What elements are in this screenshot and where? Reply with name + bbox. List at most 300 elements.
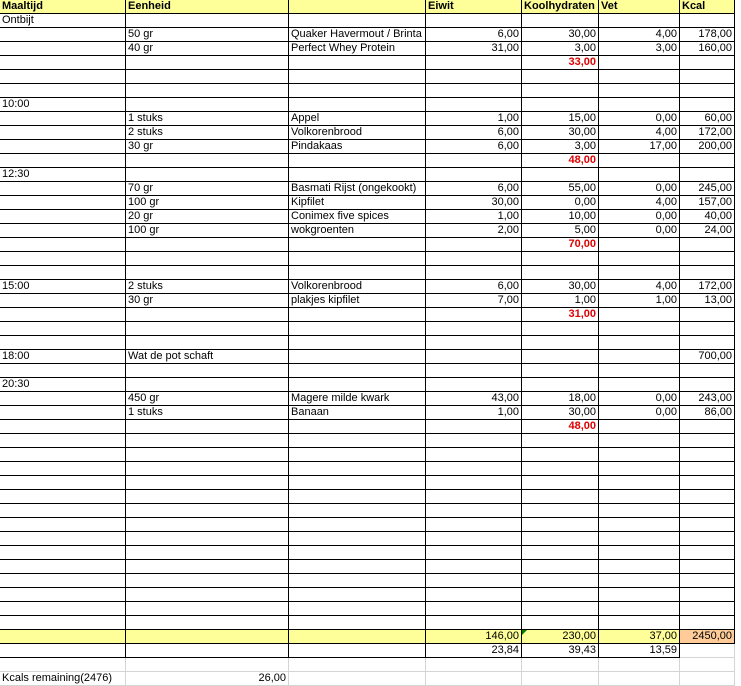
cell-koolhydraten[interactable]: 33,00 [522, 56, 599, 70]
cell-eenheid[interactable]: 100 gr [126, 196, 289, 210]
cell-maaltijd[interactable] [0, 574, 126, 588]
percent-koolhydraten[interactable]: 39,43 [522, 644, 599, 658]
cell-kcal[interactable] [680, 448, 735, 462]
cell-koolhydraten[interactable] [522, 616, 599, 630]
cell-maaltijd[interactable] [0, 602, 126, 616]
cell-kcal[interactable] [680, 56, 735, 70]
cell-eiwit[interactable] [426, 14, 522, 28]
cell-vet[interactable] [599, 546, 680, 560]
cell-product[interactable] [289, 14, 426, 28]
cell-eenheid[interactable] [126, 448, 289, 462]
cell-vet[interactable]: 4,00 [599, 126, 680, 140]
cell-eenheid[interactable]: 2 stuks [126, 280, 289, 294]
cell-koolhydraten[interactable] [522, 350, 599, 364]
cell-product[interactable]: Conimex five spices [289, 210, 426, 224]
cell-product[interactable]: Kipfilet [289, 196, 426, 210]
cell-eiwit[interactable] [426, 462, 522, 476]
cell-eiwit[interactable] [426, 378, 522, 392]
total-eiwit[interactable]: 146,00 [426, 630, 522, 644]
cell-maaltijd[interactable]: 10:00 [0, 98, 126, 112]
cell-vet[interactable] [599, 84, 680, 98]
cell-product[interactable]: Volkorenbrood [289, 126, 426, 140]
cell-maaltijd[interactable] [0, 504, 126, 518]
cell-product[interactable] [289, 448, 426, 462]
cell-product[interactable] [289, 476, 426, 490]
cell-koolhydraten[interactable] [522, 378, 599, 392]
cell-product[interactable]: Quaker Havermout / Brinta [289, 28, 426, 42]
cell-koolhydraten[interactable] [522, 364, 599, 378]
cell-kcal[interactable]: 700,00 [680, 350, 735, 364]
blank-cell[interactable] [680, 658, 735, 672]
cell-eenheid[interactable] [126, 98, 289, 112]
cell-koolhydraten[interactable] [522, 560, 599, 574]
cell-vet[interactable] [599, 98, 680, 112]
cell-kcal[interactable] [680, 616, 735, 630]
cell-product[interactable] [289, 462, 426, 476]
cell-koolhydraten[interactable] [522, 168, 599, 182]
cell-eiwit[interactable] [426, 574, 522, 588]
cell-maaltijd[interactable]: Ontbijt [0, 14, 126, 28]
cell-eiwit[interactable] [426, 56, 522, 70]
cell-kcal[interactable] [680, 420, 735, 434]
cell-maaltijd[interactable] [0, 252, 126, 266]
cell-kcal[interactable] [680, 532, 735, 546]
cell-product[interactable]: Basmati Rijst (ongekookt) [289, 182, 426, 196]
cell-product[interactable]: Magere milde kwark [289, 392, 426, 406]
total-vet[interactable]: 37,00 [599, 630, 680, 644]
cell-eiwit[interactable] [426, 616, 522, 630]
cell-eenheid[interactable] [126, 602, 289, 616]
header-koolhydraten[interactable]: Koolhydraten [522, 0, 599, 14]
cell-eiwit[interactable] [426, 70, 522, 84]
cell-eiwit[interactable] [426, 420, 522, 434]
cell-product[interactable] [289, 532, 426, 546]
cell-vet[interactable]: 17,00 [599, 140, 680, 154]
cell-kcal[interactable] [680, 546, 735, 560]
cell-vet[interactable] [599, 308, 680, 322]
cell-product[interactable] [289, 84, 426, 98]
cell-eenheid[interactable] [126, 462, 289, 476]
cell-eenheid[interactable]: 20 gr [126, 210, 289, 224]
cell-maaltijd[interactable] [0, 42, 126, 56]
cell-product[interactable] [289, 490, 426, 504]
cell-maaltijd[interactable] [0, 308, 126, 322]
cell-vet[interactable] [599, 14, 680, 28]
cell-kcal[interactable] [680, 462, 735, 476]
cell-maaltijd[interactable] [0, 322, 126, 336]
cell-product[interactable]: wokgroenten [289, 224, 426, 238]
blank-cell[interactable] [426, 658, 522, 672]
cell-vet[interactable] [599, 168, 680, 182]
cell-maaltijd[interactable]: 15:00 [0, 280, 126, 294]
cell-maaltijd[interactable] [0, 518, 126, 532]
cell-eiwit[interactable] [426, 602, 522, 616]
cell-product[interactable] [289, 308, 426, 322]
cell-vet[interactable] [599, 238, 680, 252]
cell-vet[interactable]: 0,00 [599, 182, 680, 196]
cell-kcal[interactable] [680, 504, 735, 518]
cell-product[interactable] [289, 336, 426, 350]
cell-eiwit[interactable] [426, 322, 522, 336]
cell-vet[interactable] [599, 574, 680, 588]
cell-eenheid[interactable] [126, 574, 289, 588]
cell-koolhydraten[interactable]: 10,00 [522, 210, 599, 224]
cell-eiwit[interactable]: 6,00 [426, 28, 522, 42]
cell-product[interactable] [289, 98, 426, 112]
cell-koolhydraten[interactable] [522, 504, 599, 518]
cell-vet[interactable] [599, 266, 680, 280]
cell-eiwit[interactable] [426, 434, 522, 448]
cell-vet[interactable] [599, 532, 680, 546]
cell-koolhydraten[interactable]: 18,00 [522, 392, 599, 406]
cell-vet[interactable]: 0,00 [599, 392, 680, 406]
blank-cell[interactable] [599, 658, 680, 672]
cell-kcal[interactable]: 13,00 [680, 294, 735, 308]
cell-product[interactable] [289, 154, 426, 168]
cell-maaltijd[interactable] [0, 56, 126, 70]
cell-product[interactable] [289, 238, 426, 252]
percent-maaltijd[interactable] [0, 644, 126, 658]
cell-koolhydraten[interactable]: 30,00 [522, 280, 599, 294]
cell-koolhydraten[interactable] [522, 518, 599, 532]
cell-koolhydraten[interactable] [522, 84, 599, 98]
cell-koolhydraten[interactable] [522, 434, 599, 448]
cell-eenheid[interactable]: 40 gr [126, 42, 289, 56]
cell-product[interactable] [289, 378, 426, 392]
cell-kcal[interactable] [680, 252, 735, 266]
cell-maaltijd[interactable] [0, 420, 126, 434]
cell-product[interactable] [289, 420, 426, 434]
cell-maaltijd[interactable]: 12:30 [0, 168, 126, 182]
cell-maaltijd[interactable] [0, 196, 126, 210]
header-eiwit[interactable]: Eiwit [426, 0, 522, 14]
cell-eenheid[interactable] [126, 378, 289, 392]
cell-koolhydraten[interactable]: 3,00 [522, 42, 599, 56]
cell-koolhydraten[interactable]: 30,00 [522, 406, 599, 420]
percent-product[interactable] [289, 644, 426, 658]
cell-kcal[interactable]: 172,00 [680, 126, 735, 140]
cell-product[interactable] [289, 616, 426, 630]
cell-vet[interactable] [599, 420, 680, 434]
cell-eiwit[interactable] [426, 448, 522, 462]
cell-product[interactable] [289, 168, 426, 182]
cell-maaltijd[interactable]: 18:00 [0, 350, 126, 364]
cell-kcal[interactable]: 160,00 [680, 42, 735, 56]
cell-eenheid[interactable]: 2 stuks [126, 126, 289, 140]
cell-maaltijd[interactable] [0, 448, 126, 462]
cell-eenheid[interactable]: 1 stuks [126, 112, 289, 126]
cell-koolhydraten[interactable] [522, 70, 599, 84]
blank-cell[interactable] [599, 672, 680, 686]
cell-product[interactable] [289, 588, 426, 602]
cell-vet[interactable] [599, 518, 680, 532]
cell-vet[interactable]: 1,00 [599, 294, 680, 308]
cell-kcal[interactable] [680, 70, 735, 84]
cell-koolhydraten[interactable]: 1,00 [522, 294, 599, 308]
cell-product[interactable]: Pindakaas [289, 140, 426, 154]
total-kcal[interactable]: 2450,00 [680, 630, 735, 644]
header-vet[interactable]: Vet [599, 0, 680, 14]
total-product[interactable] [289, 630, 426, 644]
cell-maaltijd[interactable] [0, 294, 126, 308]
cell-eiwit[interactable] [426, 336, 522, 350]
cell-eenheid[interactable] [126, 252, 289, 266]
cell-maaltijd[interactable] [0, 224, 126, 238]
cell-maaltijd[interactable] [0, 616, 126, 630]
percent-kcal[interactable] [680, 644, 735, 658]
cell-product[interactable] [289, 602, 426, 616]
kcals-remaining-label[interactable]: Kcals remaining(2476) [0, 672, 126, 686]
cell-maaltijd[interactable] [0, 434, 126, 448]
cell-kcal[interactable] [680, 308, 735, 322]
blank-cell[interactable] [426, 672, 522, 686]
cell-eenheid[interactable]: 450 gr [126, 392, 289, 406]
cell-kcal[interactable] [680, 322, 735, 336]
cell-koolhydraten[interactable]: 5,00 [522, 224, 599, 238]
cell-vet[interactable]: 0,00 [599, 210, 680, 224]
cell-eiwit[interactable] [426, 588, 522, 602]
cell-product[interactable]: Appel [289, 112, 426, 126]
cell-eiwit[interactable] [426, 364, 522, 378]
blank-cell[interactable] [680, 672, 735, 686]
cell-eenheid[interactable]: 1 stuks [126, 406, 289, 420]
header-maaltijd[interactable]: Maaltijd [0, 0, 126, 14]
cell-maaltijd[interactable]: 20:30 [0, 378, 126, 392]
cell-koolhydraten[interactable]: 70,00 [522, 238, 599, 252]
cell-product[interactable] [289, 546, 426, 560]
cell-eiwit[interactable] [426, 532, 522, 546]
cell-eenheid[interactable] [126, 154, 289, 168]
cell-kcal[interactable] [680, 14, 735, 28]
cell-eiwit[interactable]: 43,00 [426, 392, 522, 406]
cell-koolhydraten[interactable]: 15,00 [522, 112, 599, 126]
cell-maaltijd[interactable] [0, 532, 126, 546]
cell-kcal[interactable] [680, 434, 735, 448]
cell-eiwit[interactable] [426, 350, 522, 364]
cell-maaltijd[interactable] [0, 392, 126, 406]
cell-eiwit[interactable]: 6,00 [426, 280, 522, 294]
cell-koolhydraten[interactable] [522, 546, 599, 560]
cell-vet[interactable]: 4,00 [599, 280, 680, 294]
cell-eiwit[interactable] [426, 252, 522, 266]
cell-maaltijd[interactable] [0, 182, 126, 196]
cell-koolhydraten[interactable] [522, 336, 599, 350]
cell-eenheid[interactable] [126, 56, 289, 70]
cell-kcal[interactable] [680, 476, 735, 490]
cell-eenheid[interactable]: Wat de pot schaft [126, 350, 289, 364]
cell-koolhydraten[interactable]: 30,00 [522, 126, 599, 140]
cell-eiwit[interactable] [426, 490, 522, 504]
cell-maaltijd[interactable] [0, 406, 126, 420]
percent-eiwit[interactable]: 23,84 [426, 644, 522, 658]
cell-eiwit[interactable]: 30,00 [426, 196, 522, 210]
cell-vet[interactable] [599, 616, 680, 630]
cell-maaltijd[interactable] [0, 112, 126, 126]
cell-eenheid[interactable] [126, 532, 289, 546]
cell-eiwit[interactable] [426, 308, 522, 322]
blank-cell[interactable] [289, 658, 426, 672]
cell-koolhydraten[interactable] [522, 462, 599, 476]
cell-eiwit[interactable]: 6,00 [426, 126, 522, 140]
cell-product[interactable] [289, 434, 426, 448]
cell-eenheid[interactable] [126, 308, 289, 322]
cell-maaltijd[interactable] [0, 546, 126, 560]
cell-maaltijd[interactable] [0, 28, 126, 42]
cell-vet[interactable] [599, 476, 680, 490]
cell-koolhydraten[interactable]: 3,00 [522, 140, 599, 154]
cell-kcal[interactable]: 172,00 [680, 280, 735, 294]
cell-maaltijd[interactable] [0, 140, 126, 154]
header-eenheid[interactable]: Eenheid [126, 0, 289, 14]
cell-vet[interactable] [599, 504, 680, 518]
cell-eenheid[interactable]: 50 gr [126, 28, 289, 42]
total-eenheid[interactable] [126, 630, 289, 644]
cell-koolhydraten[interactable] [522, 14, 599, 28]
cell-koolhydraten[interactable] [522, 532, 599, 546]
cell-product[interactable] [289, 322, 426, 336]
cell-vet[interactable]: 3,00 [599, 42, 680, 56]
cell-eenheid[interactable] [126, 518, 289, 532]
header-kcal[interactable]: Kcal [680, 0, 735, 14]
cell-eenheid[interactable] [126, 168, 289, 182]
cell-eenheid[interactable] [126, 560, 289, 574]
cell-eenheid[interactable]: 100 gr [126, 224, 289, 238]
blank-cell[interactable] [522, 672, 599, 686]
cell-maaltijd[interactable] [0, 336, 126, 350]
cell-vet[interactable] [599, 378, 680, 392]
cell-kcal[interactable]: 243,00 [680, 392, 735, 406]
cell-eiwit[interactable] [426, 476, 522, 490]
cell-eiwit[interactable] [426, 266, 522, 280]
cell-kcal[interactable] [680, 518, 735, 532]
cell-eenheid[interactable]: 30 gr [126, 294, 289, 308]
cell-koolhydraten[interactable] [522, 322, 599, 336]
cell-kcal[interactable]: 245,00 [680, 182, 735, 196]
cell-kcal[interactable] [680, 588, 735, 602]
cell-vet[interactable] [599, 490, 680, 504]
cell-eiwit[interactable] [426, 84, 522, 98]
cell-koolhydraten[interactable] [522, 98, 599, 112]
cell-eenheid[interactable] [126, 420, 289, 434]
cell-product[interactable]: Banaan [289, 406, 426, 420]
cell-eenheid[interactable] [126, 70, 289, 84]
cell-vet[interactable] [599, 70, 680, 84]
cell-product[interactable] [289, 266, 426, 280]
cell-koolhydraten[interactable]: 48,00 [522, 154, 599, 168]
cell-eiwit[interactable] [426, 154, 522, 168]
cell-maaltijd[interactable] [0, 364, 126, 378]
cell-eenheid[interactable] [126, 266, 289, 280]
cell-product[interactable] [289, 56, 426, 70]
cell-koolhydraten[interactable] [522, 602, 599, 616]
cell-eiwit[interactable]: 1,00 [426, 112, 522, 126]
cell-eiwit[interactable]: 6,00 [426, 182, 522, 196]
cell-koolhydraten[interactable] [522, 574, 599, 588]
cell-kcal[interactable] [680, 98, 735, 112]
cell-eiwit[interactable] [426, 518, 522, 532]
cell-vet[interactable]: 0,00 [599, 112, 680, 126]
cell-eiwit[interactable]: 1,00 [426, 210, 522, 224]
cell-product[interactable] [289, 364, 426, 378]
cell-kcal[interactable] [680, 84, 735, 98]
total-koolhydraten[interactable]: 230,00 [522, 630, 599, 644]
cell-maaltijd[interactable] [0, 266, 126, 280]
cell-vet[interactable] [599, 154, 680, 168]
cell-product[interactable]: plakjes kipfilet [289, 294, 426, 308]
cell-kcal[interactable]: 24,00 [680, 224, 735, 238]
cell-eenheid[interactable] [126, 84, 289, 98]
cell-vet[interactable] [599, 252, 680, 266]
cell-vet[interactable] [599, 434, 680, 448]
cell-vet[interactable] [599, 56, 680, 70]
cell-eiwit[interactable]: 7,00 [426, 294, 522, 308]
cell-product[interactable] [289, 70, 426, 84]
cell-kcal[interactable] [680, 154, 735, 168]
cell-kcal[interactable]: 157,00 [680, 196, 735, 210]
cell-eiwit[interactable]: 1,00 [426, 406, 522, 420]
cell-vet[interactable] [599, 462, 680, 476]
cell-eenheid[interactable] [126, 336, 289, 350]
cell-eiwit[interactable] [426, 546, 522, 560]
cell-maaltijd[interactable] [0, 588, 126, 602]
cell-eenheid[interactable] [126, 588, 289, 602]
cell-eenheid[interactable] [126, 504, 289, 518]
blank-cell[interactable] [522, 658, 599, 672]
cell-maaltijd[interactable] [0, 462, 126, 476]
cell-kcal[interactable] [680, 490, 735, 504]
cell-eiwit[interactable]: 2,00 [426, 224, 522, 238]
cell-kcal[interactable]: 60,00 [680, 112, 735, 126]
cell-vet[interactable] [599, 588, 680, 602]
cell-vet[interactable] [599, 336, 680, 350]
cell-vet[interactable] [599, 322, 680, 336]
cell-eiwit[interactable] [426, 168, 522, 182]
cell-eenheid[interactable] [126, 616, 289, 630]
blank-cell[interactable] [126, 658, 289, 672]
cell-koolhydraten[interactable] [522, 476, 599, 490]
cell-kcal[interactable] [680, 364, 735, 378]
cell-koolhydraten[interactable]: 48,00 [522, 420, 599, 434]
cell-koolhydraten[interactable]: 31,00 [522, 308, 599, 322]
cell-kcal[interactable] [680, 238, 735, 252]
cell-kcal[interactable] [680, 574, 735, 588]
kcals-remaining-value[interactable]: 26,00 [126, 672, 289, 686]
cell-vet[interactable] [599, 364, 680, 378]
cell-eenheid[interactable] [126, 322, 289, 336]
cell-eenheid[interactable]: 70 gr [126, 182, 289, 196]
cell-maaltijd[interactable] [0, 84, 126, 98]
cell-vet[interactable]: 4,00 [599, 196, 680, 210]
cell-kcal[interactable]: 40,00 [680, 210, 735, 224]
total-maaltijd[interactable] [0, 630, 126, 644]
cell-eiwit[interactable] [426, 504, 522, 518]
cell-koolhydraten[interactable] [522, 252, 599, 266]
cell-eiwit[interactable]: 6,00 [426, 140, 522, 154]
cell-koolhydraten[interactable] [522, 490, 599, 504]
cell-koolhydraten[interactable]: 55,00 [522, 182, 599, 196]
cell-maaltijd[interactable] [0, 210, 126, 224]
cell-eenheid[interactable] [126, 14, 289, 28]
cell-kcal[interactable] [680, 266, 735, 280]
cell-eenheid[interactable] [126, 476, 289, 490]
cell-kcal[interactable]: 178,00 [680, 28, 735, 42]
cell-eiwit[interactable] [426, 238, 522, 252]
cell-product[interactable] [289, 560, 426, 574]
cell-eenheid[interactable] [126, 434, 289, 448]
cell-koolhydraten[interactable]: 30,00 [522, 28, 599, 42]
cell-koolhydraten[interactable] [522, 588, 599, 602]
percent-vet[interactable]: 13,59 [599, 644, 680, 658]
